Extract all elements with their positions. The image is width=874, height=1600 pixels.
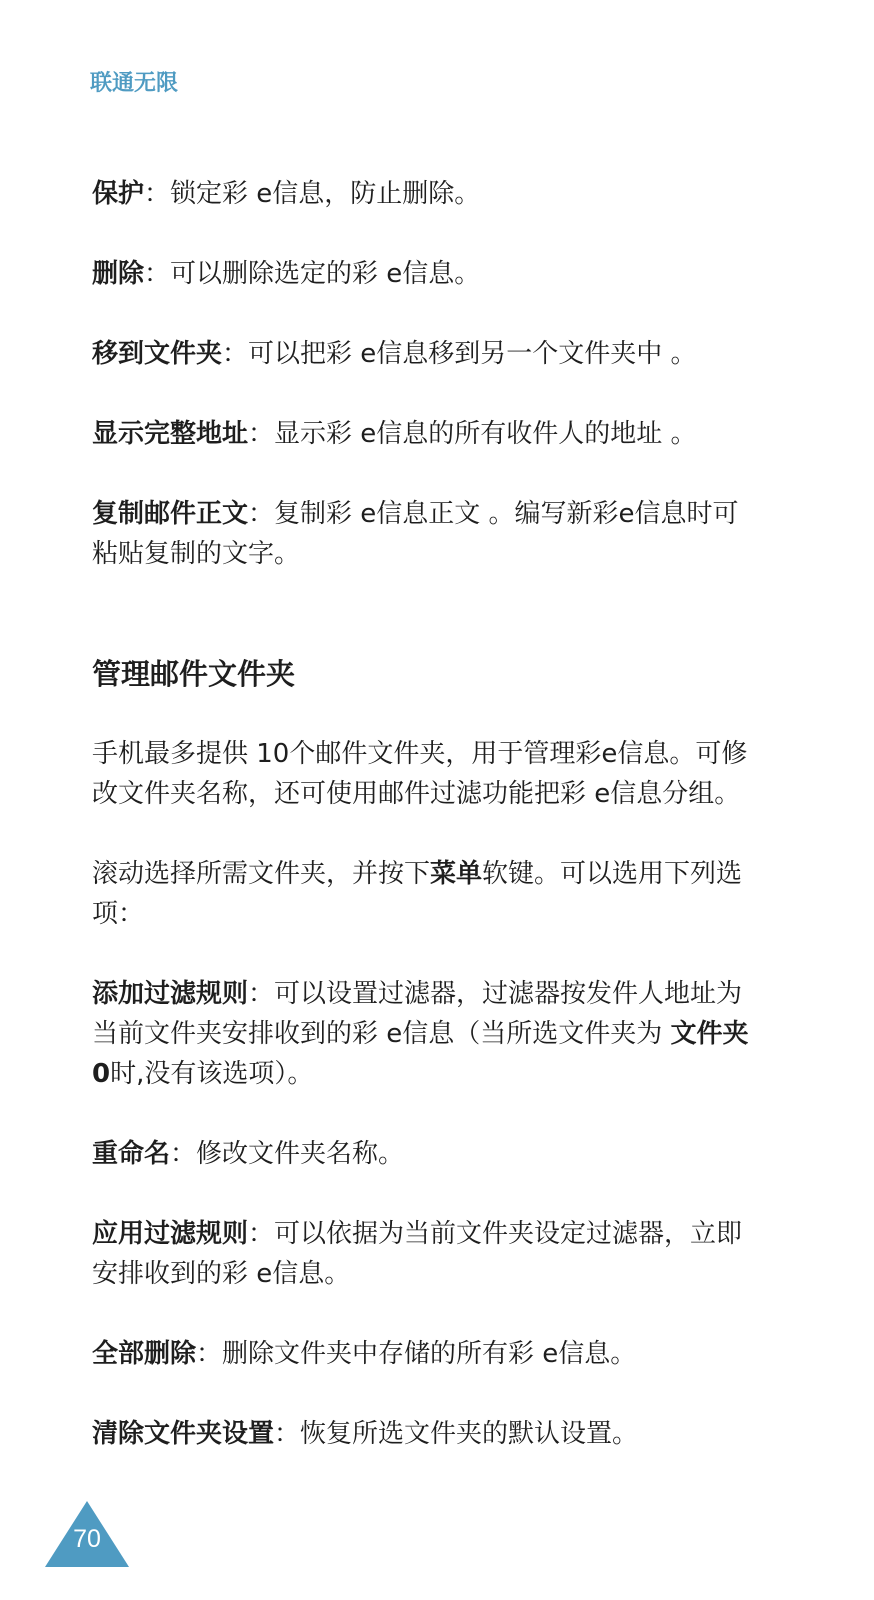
option-delete-all: [92, 1334, 752, 1374]
instruction-text: 软键。可以选用下列选项：: [92, 859, 743, 929]
option-rename: [92, 1134, 752, 1174]
option-desc: ：可以删除选定的彩 e信息。: [144, 259, 481, 289]
option-term: 复制邮件正文: [92, 499, 249, 529]
option-term: 删除: [92, 259, 145, 289]
option-add-filter-rule: [92, 974, 752, 1094]
option-term: 清除文件夹设置: [92, 1419, 275, 1449]
option-term: 重命名: [92, 1139, 171, 1169]
option-term: 全部删除: [92, 1339, 197, 1369]
option-delete: [92, 254, 752, 294]
option-term: 移到文件夹: [92, 339, 223, 369]
section-instruction: [92, 854, 752, 934]
option-desc: ：显示彩 e信息的所有收件人的地址 。: [248, 419, 697, 449]
option-term: 保护: [92, 179, 145, 209]
folder-zero-label: 文件夹 0: [92, 1019, 749, 1089]
section-intro: 手机最多提供 10个邮件文件夹，用于管理彩e信息。可修改文件夹名称，还可使用邮件过滤功能把彩 e信息分组。: [92, 739, 748, 809]
option-move-to-folder: [92, 334, 752, 374]
option-desc: ：锁定彩 e信息，防止删除。: [144, 179, 481, 209]
option-desc: ：复制彩 e信息正文 。编写新彩e信息时可粘贴复制的文字。: [92, 499, 739, 569]
page-content: [92, 174, 752, 1494]
section-heading: 管理邮件文件夹: [92, 657, 296, 691]
option-apply-filter-rule: [92, 1214, 752, 1294]
running-header: 联通无限: [90, 71, 179, 96]
page-number-badge: [45, 1501, 129, 1567]
option-desc: ：可以设置过滤器，过滤器按发件人地址为当前文件夹安排收到的彩 e信息（当所选文件夹为: [92, 979, 743, 1049]
option-desc: ：可以把彩 e信息移到另一个文件夹中 。: [222, 339, 697, 369]
option-copy-body: [92, 494, 752, 574]
option-protect: [92, 174, 752, 214]
option-desc: 时,没有该选项）。: [110, 1059, 314, 1089]
menu-softkey-label: 菜单: [430, 859, 483, 889]
option-desc: ：修改文件夹名称。: [170, 1139, 405, 1169]
page-number: 70: [73, 1525, 101, 1553]
option-term: 应用过滤规则: [92, 1219, 249, 1249]
option-desc: ：恢复所选文件夹的默认设置。: [274, 1419, 639, 1449]
option-clear-folder-settings: [92, 1414, 752, 1454]
option-term: 添加过滤规则: [92, 979, 249, 1009]
option-show-full-address: [92, 414, 752, 454]
instruction-text: 滚动选择所需文件夹，并按下: [92, 859, 431, 889]
option-term: 显示完整地址: [92, 419, 249, 449]
option-desc: ：删除文件夹中存储的所有彩 e信息。: [196, 1339, 637, 1369]
option-desc: ：可以依据为当前文件夹设定过滤器，立即安排收到的彩 e信息。: [92, 1219, 743, 1289]
